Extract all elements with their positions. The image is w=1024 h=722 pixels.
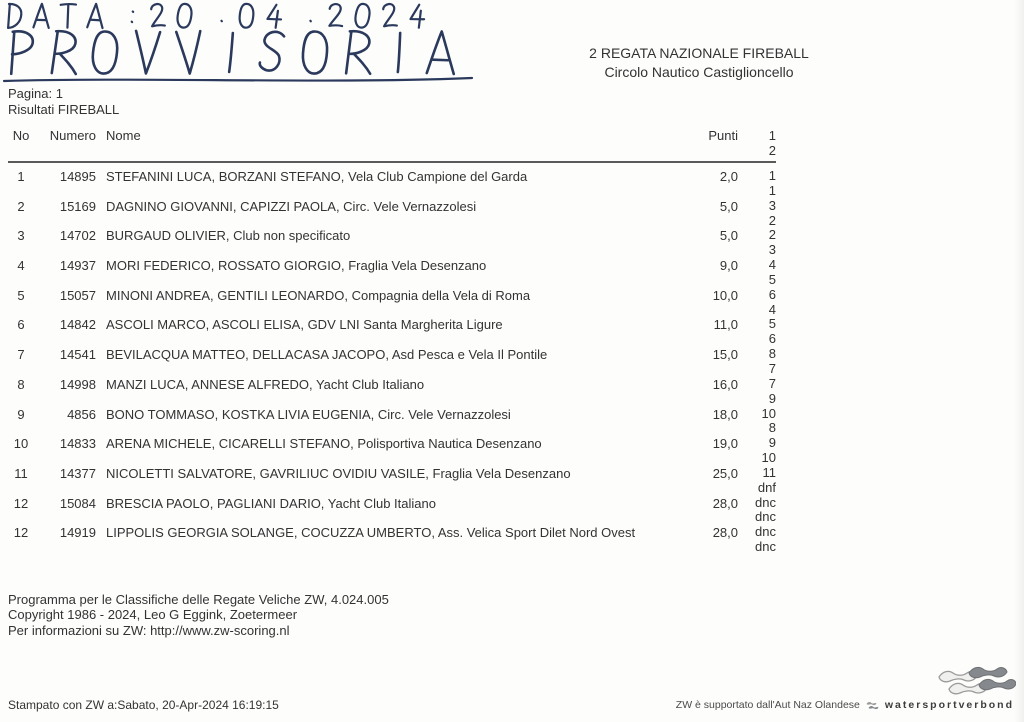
- header-divider: [8, 161, 776, 163]
- row-race1-result: 2: [768, 227, 776, 243]
- row-crew-club: DAGNINO GIOVANNI, CAPIZZI PAOLA, Circ. Vele Vernazzolesi: [106, 198, 477, 214]
- row-points: 5,0: [719, 228, 738, 244]
- table-row: [8, 288, 776, 318]
- row-race1-result: 6: [768, 286, 776, 302]
- row-points: 10,0: [712, 287, 738, 303]
- row-position: 12: [13, 495, 29, 511]
- row-race-results: [738, 288, 776, 318]
- row-race1-result: 10: [761, 405, 776, 421]
- table-row: [8, 466, 776, 496]
- row-points: 5,0: [719, 198, 738, 214]
- watersportverbond-icon: [866, 700, 879, 710]
- row-sail-number: 4856: [67, 406, 96, 422]
- row-sail-number: 14377: [59, 465, 96, 481]
- row-sail-number: 14541: [59, 347, 96, 363]
- row-sail-number: 14833: [59, 436, 96, 452]
- row-race2-result: 2: [768, 212, 776, 228]
- row-sail-number: 14937: [59, 258, 96, 274]
- row-crew-club: NICOLETTI SALVATORE, GAVRILIUC OVIDIU VASILE, Fraglia Vela Desenzano: [106, 465, 571, 481]
- row-race1-result: 4: [768, 257, 776, 273]
- row-race2-result: 1: [768, 182, 776, 198]
- results-table: [8, 169, 776, 555]
- header-numero: Numero: [49, 128, 96, 143]
- row-crew-club: BONO TOMMASO, KOSTKA LIVIA EUGENIA, Circ. Vele Vernazzolesi: [106, 406, 511, 422]
- row-race2-result: 7: [768, 361, 776, 377]
- row-position: 2: [17, 198, 25, 214]
- row-race2-result: dnc: [755, 539, 776, 555]
- row-sail-number: 15169: [59, 198, 96, 214]
- row-race-results: [738, 377, 776, 407]
- row-crew-club: MINONI ANDREA, GENTILI LEONARDO, Compagnia della Vela di Roma: [106, 287, 531, 303]
- row-race-results: [738, 258, 776, 288]
- watersportverbond-logo: [936, 666, 1016, 698]
- row-sail-number: 14919: [59, 525, 96, 541]
- row-race2-result: dnc: [755, 509, 776, 525]
- row-crew-club: BEVILACQUA MATTEO, DELLACASA JACOPO, Asd Pesca e Vela Il Pontile: [106, 347, 548, 363]
- row-race1-result: dnc: [755, 494, 776, 510]
- print-timestamp: Stampato con ZW a:Sabato, 20-Apr-2024 16:19:15: [8, 698, 279, 712]
- row-crew-club: ASCOLI MARCO, ASCOLI ELISA, GDV LNI Santa Margherita Ligure: [106, 317, 503, 333]
- table-row: [8, 347, 776, 377]
- page-number-label: Pagina: 1: [8, 86, 63, 101]
- row-position: 1: [17, 169, 25, 184]
- row-race-results: [738, 525, 776, 555]
- row-points: 16,0: [712, 376, 738, 392]
- row-race1-result: 7: [768, 375, 776, 391]
- table-row: [8, 407, 776, 437]
- row-race2-result: 6: [768, 331, 776, 347]
- row-race2-result: 10: [761, 450, 776, 466]
- row-position: 11: [14, 465, 28, 481]
- row-crew-club: BRESCIA PAOLO, PAGLIANI DARIO, Yacht Club Italiano: [106, 495, 436, 511]
- row-sail-number: 14702: [59, 228, 96, 244]
- table-row: [8, 317, 776, 347]
- row-crew-club: STEFANINI LUCA, BORZANI STEFANO, Vela Club Campione del Garda: [106, 169, 528, 184]
- row-position: 12: [13, 525, 29, 541]
- header-nome: Nome: [106, 128, 141, 143]
- row-points: 11,0: [713, 317, 738, 333]
- row-race1-result: 3: [768, 197, 776, 213]
- row-points: 25,0: [712, 465, 738, 481]
- row-race-results: [738, 169, 776, 199]
- row-race2-result: 5: [768, 271, 776, 287]
- event-header: [523, 44, 875, 82]
- program-line2: Copyright 1986 - 2024, Leo G Eggink, Zoetermeer: [8, 607, 298, 623]
- row-sail-number: 14998: [59, 376, 96, 392]
- row-position: 3: [17, 228, 25, 244]
- row-position: 9: [17, 406, 25, 422]
- table-row: [8, 496, 776, 526]
- header-races: [738, 128, 776, 158]
- support-text: ZW è supportato dall'Aut Naz Olandese: [675, 699, 860, 711]
- brand-text: watersportverbond: [884, 699, 1014, 711]
- row-race-results: [738, 228, 776, 258]
- row-race-results: [738, 466, 776, 496]
- row-points: 15,0: [712, 347, 738, 363]
- row-race1-result: dnc: [755, 524, 776, 540]
- row-position: 4: [17, 258, 25, 274]
- row-race2-result: 3: [768, 242, 776, 258]
- row-race1-result: 5: [768, 316, 776, 332]
- table-row: [8, 258, 776, 288]
- row-points: 9,0: [719, 258, 738, 274]
- table-header: [8, 128, 776, 158]
- row-position: 8: [17, 376, 25, 392]
- row-race-results: [738, 407, 776, 437]
- table-row: [8, 199, 776, 229]
- row-crew-club: BURGAUD OLIVIER, Club non specificato: [106, 228, 351, 244]
- row-position: 6: [17, 317, 25, 333]
- event-title: 2 REGATA NAZIONALE FIREBALL: [589, 45, 809, 61]
- program-line1: Programma per le Classifiche delle Regate Veliche ZW, 4.024.005: [8, 592, 389, 607]
- row-points: 18,0: [712, 406, 738, 422]
- row-race-results: [738, 317, 776, 347]
- event-club: Circolo Nautico Castiglioncello: [604, 64, 794, 80]
- row-position: 7: [17, 347, 25, 363]
- header-race1: 1: [768, 128, 776, 143]
- row-race1-result: 11: [762, 464, 776, 480]
- row-crew-club: MORI FEDERICO, ROSSATO GIORGIO, Fraglia Vela Desenzano: [106, 258, 487, 274]
- row-race1-result: 1: [768, 168, 776, 183]
- support-note: [676, 699, 1014, 711]
- row-points: 19,0: [712, 436, 738, 452]
- results-class-label: Risultati FIREBALL: [8, 101, 120, 117]
- row-sail-number: 14895: [59, 169, 96, 184]
- row-race-results: [738, 347, 776, 377]
- table-row: [8, 436, 776, 466]
- row-race2-result: 9: [768, 390, 776, 406]
- table-row: [8, 525, 776, 555]
- row-sail-number: 14842: [59, 317, 96, 333]
- row-position: 10: [13, 436, 29, 452]
- row-points: 2,0: [719, 169, 738, 184]
- header-punti: Punti: [708, 128, 738, 143]
- row-race1-result: 8: [768, 346, 776, 362]
- row-sail-number: 15084: [59, 495, 96, 511]
- row-race-results: [738, 436, 776, 466]
- row-race2-result: dnf: [757, 479, 776, 495]
- handwritten-status: [2, 28, 502, 88]
- header-no: No: [12, 128, 30, 143]
- row-points: 28,0: [712, 495, 738, 511]
- program-line3: Per informazioni su ZW: http://www.zw-scoring.nl: [8, 622, 290, 638]
- row-race2-result: 8: [768, 420, 776, 436]
- table-row: [8, 228, 776, 258]
- row-race1-result: 9: [768, 435, 776, 451]
- page-meta: [8, 86, 119, 117]
- row-points: 28,0: [712, 525, 738, 541]
- row-race-results: [738, 199, 776, 229]
- row-crew-club: ARENA MICHELE, CICARELLI STEFANO, Polisportiva Nautica Desenzano: [106, 436, 542, 452]
- program-info: [8, 592, 389, 638]
- row-crew-club: MANZI LUCA, ANNESE ALFREDO, Yacht Club Italiano: [106, 376, 425, 392]
- row-sail-number: 15057: [59, 287, 96, 303]
- table-row: [8, 169, 776, 199]
- header-race2: 2: [768, 142, 776, 158]
- row-position: 5: [17, 287, 25, 303]
- table-row: [8, 377, 776, 407]
- row-race-results: [738, 496, 776, 526]
- row-race2-result: 4: [768, 301, 776, 317]
- row-crew-club: LIPPOLIS GEORGIA SOLANGE, COCUZZA UMBERTO, Ass. Velica Sport Dilet Nord Ovest: [106, 525, 636, 541]
